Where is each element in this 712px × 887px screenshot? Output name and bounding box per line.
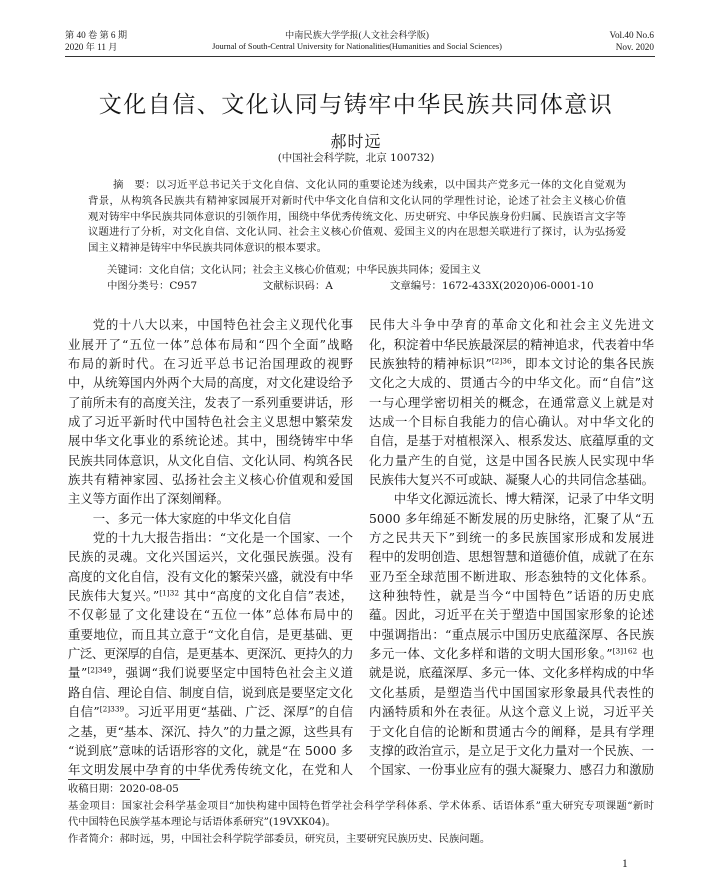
abstract-label: 摘 要： (113, 179, 156, 191)
journal-title-cn: 中南民族大学学报(人文社会科学版) (285, 30, 429, 40)
body-text-line: 于文化自信的论断和贯通古今的阐释，是具有学理 (369, 723, 654, 739)
body-text-line: 内涵特质和外在表征。从这个意义上说，习近平关 (369, 704, 654, 720)
body-text-line: 5000 多年绵延不断发展的历史脉络，汇聚了从“五 (369, 510, 654, 526)
body-text-line: 民族的灵魂。文化兴国运兴，文化强民族强。没有 (68, 549, 353, 565)
author-bio-label: 作者简介： (68, 832, 120, 845)
abstract-text: 以习近平总书记关于文化自信、文化认同的重要论述为线索，以中国共产党多元一体的文化自觉观为 (155, 179, 627, 191)
author-bio-text: 郝时远，男，中国社会科学院学部委员，研究员，主要研究民族历史、民族问题。 (119, 832, 491, 845)
body-text-line: 党的十九大报告指出：“文化是一个国家、一个 (92, 530, 353, 546)
running-header-left (65, 29, 127, 53)
keywords (107, 262, 481, 278)
fund-info (68, 798, 654, 815)
body-text-line: 中，从统筹国内外两个大局的高度，对文化建设给予 (68, 375, 353, 391)
body-text-line: 路自信、理论自信、制度自信，说到底是要坚定文化 (68, 684, 353, 700)
keywords-text: 文化自信；文化认同；社会主义核心价值观；中华民族共同体；爱国主义 (148, 264, 482, 276)
body-text-line: 程中的发明创造、思想智慧和道德价值，成就了在东 (369, 549, 654, 565)
abstract-line: 国主义精神是铸牢中华民族共同体意识的根本要求。 (88, 242, 327, 255)
document-code (263, 278, 333, 294)
text-run: ，即本文讨论的集各民族 (511, 355, 655, 371)
journal-title-en: Journal of South-Central University for Nationalities(Humanities and Social Sciences) (212, 42, 502, 51)
fund-label: 基金项目： (68, 799, 122, 812)
section-heading: 一、多元一体大家庭的中华文化自信 (92, 510, 292, 526)
fund-info-continued: 代中国特色民族学基本理论与话语体系研究”(19VXK04)。 (68, 816, 336, 828)
document-code-value: A (325, 280, 333, 292)
body-text-line: 中华文化源远流长、博大精深，记录了中华文明 (393, 491, 654, 507)
body-text-line: 民伟大斗争中孕育的革命文化和社会主义先进文 (369, 317, 654, 333)
abstract-line (88, 178, 626, 194)
footnotes (68, 781, 654, 847)
body-text-line: 之基，更“基本、深沉、持久”的力量之源，这些具有 (68, 723, 354, 739)
body-text-line: 民族伟大复兴不可或缺、凝聚人心的共同信念基础。 (369, 472, 654, 488)
text-run: 也 (637, 646, 654, 662)
received-date (68, 781, 654, 798)
fund-text: 国家社会科学基金项目“加快构建中国特色哲学社会科学学科体系、学术体系、话语体系”重大研究专项课题“新时 (121, 799, 655, 812)
citation-ref: [3]162 (612, 646, 638, 656)
running-header-right (610, 29, 655, 53)
body-text-line: 族共有精神家园、弘扬社会主义核心价值观和爱国 (68, 472, 353, 488)
publication-date: 2020 年 11 月 (65, 42, 118, 52)
article-number-value: 1672-433X(2020)06-0001-10 (441, 280, 594, 292)
text-run: 多元一体、文化多样和谐的文明大国形象。” (369, 646, 613, 662)
body-text-line: 化，积淀着中华民族最深层的精神追求，代表着中华 (369, 336, 654, 352)
clc-number (107, 278, 197, 294)
body-text-line: 广泛、更深厚的自信，是更基本、更深沉、更持久的力 (68, 646, 353, 662)
body-text-line (369, 644, 654, 663)
article-title: 文化自信、文化认同与铸牢中华民族共同体意识 (98, 92, 614, 118)
abstract-line: 观对铸牢中华民族共同体意识的引领作用，围绕中华优秀传统文化、历史研究、中华民族身份归属、民族语言文字等 (88, 210, 626, 223)
citation-ref: [1]32 (159, 588, 180, 598)
body-column-right (369, 315, 654, 779)
body-text-line: 文化之大成的、贯通古今的中华文化。而“自信”这 (369, 375, 654, 391)
text-run: 民族独特的精神标识” (369, 355, 492, 371)
article-number (390, 278, 594, 294)
text-run: 民族伟大复兴。” (68, 588, 160, 604)
body-text-line: 重要地位，而且其立意于“文化自信，是更基础、更 (68, 626, 353, 642)
body-text-line: 民族共同体意识，从文化自信、文化认同、构筑各民 (68, 452, 353, 468)
body-text-line: 方之民共天下”到统一的多民族国家形成和发展进 (369, 530, 654, 546)
body-text-line: 这种独特性，就是当今“中国特色”话语的历史底 (369, 588, 654, 604)
body-text-line: 成了习近平新时代中国特色社会主义思想中繁荣发 (68, 414, 353, 430)
body-text-line: 高度的文化自信，没有文化的繁荣兴盛，就没有中华 (68, 568, 353, 584)
running-header-center (160, 29, 554, 53)
body-text-line: 就是说，底蕴深厚、多元一体、文化多样构成的中华 (369, 665, 654, 681)
abstract (88, 178, 626, 257)
text-run: 其中“高度的文化自信”表述， (179, 588, 353, 604)
body-text-line: “说到底”意味的话语形容的文化，就是“在 5000 多 (68, 742, 353, 758)
body-text-line: 化力量产生的自觉，这是中国各民族人民实现中华 (369, 452, 654, 468)
body-text-line: 个国家、一份事业应有的强大凝聚力、感召力和激励 (369, 762, 654, 778)
body-text-line: 自信，是基于对植根深入、根系发达、底蕴厚重的文 (369, 433, 654, 449)
footnote-rule (68, 779, 200, 780)
text-run: 自信” (68, 704, 100, 720)
body-text-line (68, 586, 353, 605)
publication-date-en: Nov. 2020 (615, 42, 654, 52)
article-number-label: 文章编号： (390, 280, 442, 292)
body-text-line (369, 354, 654, 373)
body-text-line: 业展开了“五位一体”总体布局和“四个全面”战略 (68, 336, 353, 352)
body-text-line: 文化基质，是塑造当代中国国家形象最具代表性的 (369, 684, 654, 700)
citation-ref: [2]349 (87, 665, 112, 675)
body-text-line: 了前所未有的高度关注，发表了一系列重要讲话，形 (68, 394, 353, 410)
body-text-line: 布局的新时代。在习近平总书记治国理政的视野 (68, 355, 353, 371)
citation-ref: [2]36 (491, 356, 512, 366)
body-text-line: 亚乃至全球范围不断进取、形态独特的文化体系。 (369, 568, 654, 584)
body-text-line: 一与心理学密切相关的概念，在通常意义上就是对 (369, 394, 654, 410)
body-text-line: 展中华文化事业的系统论述。其中，围绕铸牢中华 (68, 433, 353, 449)
body-text-line: 主义等方面作出了深刻阐释。 (68, 491, 230, 507)
body-text-line: 年文明发展中孕育的中华优秀传统文化，在党和人 (68, 762, 353, 778)
body-column-left (68, 315, 353, 779)
received-label: 收稿日期： (68, 783, 120, 795)
abstract-line: 议题进行了分析，对文化自信、文化认同、社会主义核心价值观、爱国主义的内在思想关联进行了探讨，认为弘扬爱 (88, 226, 626, 239)
body-text-line: 不仅彰显了文化建设在“五位一体”总体布局中的 (68, 607, 353, 623)
volume-issue-en: Vol.40 No.6 (609, 30, 654, 40)
text-run: 量” (68, 665, 88, 681)
body-text-line: 党的十八大以来，中国特色社会主义现代化事 (92, 317, 353, 333)
body-text-line: 中强调指出：“重点展示中国历史底蕴深厚、各民族 (369, 626, 654, 642)
text-run: 。习近平用更“基础、广泛、深厚”的自信 (124, 704, 353, 720)
body-text-line: 蕴。因此，习近平在关于塑造中国国家形象的论述 (369, 607, 654, 623)
body-text-line (68, 663, 353, 682)
received-value: 2020-08-05 (119, 783, 179, 795)
text-run: ，强调“我们说要坚定中国特色社会主义道 (111, 665, 353, 681)
clc-value: C957 (169, 280, 198, 292)
author-bio (68, 831, 654, 848)
abstract-line: 背景，从构筑各民族共有精神家园展开对新时代中华文化自信和文化认同的学理性讨论，论述了社会主义核心价值 (88, 194, 626, 207)
volume-issue: 第 40 卷 第 6 期 (65, 30, 128, 40)
body-text-line: 达成一个目标自我能力的信心确认。对中华文化的 (369, 414, 654, 430)
clc-label: 中图分类号： (107, 280, 170, 292)
author-affiliation: (中国社会科学院，北京 100732) (277, 152, 435, 164)
header-rule (65, 56, 655, 57)
body-text-line: 支撑的政治宣示，是立足于文化力量对一个民族、一 (369, 742, 654, 758)
document-code-label: 文献标识码： (263, 280, 326, 292)
page-number: 1 (622, 858, 628, 870)
body-text-line (68, 702, 353, 721)
keywords-label: 关键词： (107, 264, 149, 276)
citation-ref: [2]339 (99, 704, 125, 714)
author-name: 郝时远 (330, 132, 382, 151)
